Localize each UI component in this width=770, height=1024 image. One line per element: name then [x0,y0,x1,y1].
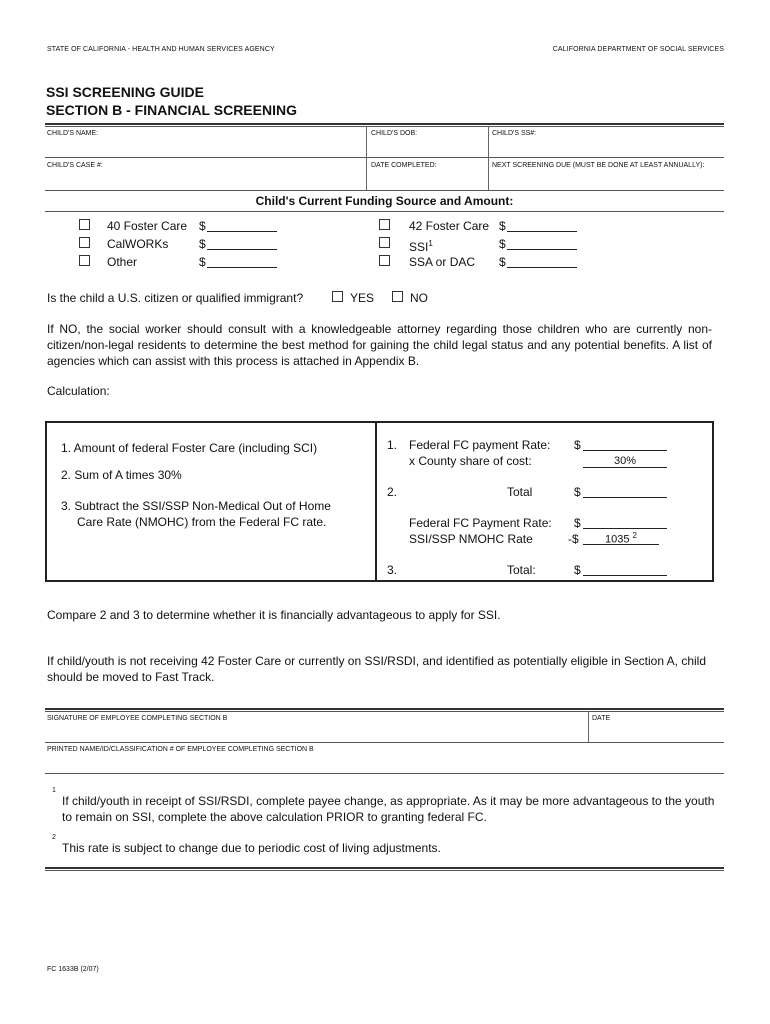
calc-item-3b: Care Rate (NMOHC) from the Federal FC rate. [77,515,327,529]
calworks-label: CalWORKs [107,237,169,251]
foster-care-40-amount[interactable] [207,219,277,232]
case-number-field[interactable] [45,170,363,188]
next-screening-field[interactable] [490,170,722,188]
signature-field[interactable] [45,724,585,741]
childs-dob-label: CHILD'S DOB: [371,130,418,137]
dollar-sign: $ [574,485,581,499]
calc-item-1: 1. Amount of federal Foster Care (including SCI) [61,441,318,455]
page-title: SSI SCREENING GUIDE [46,84,204,100]
total2-label: Total: [507,563,536,577]
childs-name-label: CHILD'S NAME: [47,130,99,137]
fed-fc-rate2-label: Federal FC Payment Rate: [409,516,552,530]
ssa-dac-label: SSA or DAC [409,255,476,269]
ssa-dac-amount[interactable] [507,255,577,268]
calc-item-2: 2. Sum of A times 30% [61,468,182,482]
footnote-2: This rate is subject to change due to periodic cost of living adjustments. [62,841,441,855]
calworks-amount[interactable] [207,237,277,250]
other-amount[interactable] [207,255,277,268]
ssa-dac-checkbox[interactable] [379,255,390,266]
dollar-sign: $ [574,438,581,452]
printed-name-field[interactable] [45,755,722,772]
foster-care-42-checkbox[interactable] [379,219,390,230]
date-label: DATE [592,715,611,722]
if-no-paragraph: If NO, the social worker should consult with a knowledgeable attorney regarding those children who are currently non-citizen/non-legal residents to determine the best method for gaining the child legal status and any potential benefits. A list of agencies which can assist with this process is attached in Appendix B. [47,322,712,368]
citizen-no-checkbox[interactable] [392,291,403,302]
calculation-label: Calculation: [47,384,110,398]
fed-fc-rate2-amount[interactable] [583,516,667,529]
dollar-sign: $ [499,219,506,233]
next-screening-label: NEXT SCREENING DUE (MUST BE DONE AT LEAST ANNUALLY): [492,162,705,169]
dollar-sign: $ [199,219,206,233]
funding-heading: Child's Current Funding Source and Amount: [255,194,514,208]
fed-fc-rate-label: Federal FC payment Rate: [409,438,551,452]
nmohc-footnote-mark: 2 [632,531,637,540]
citizen-question: Is the child a U.S. citizen or qualified immigrant? [47,291,304,305]
signature-label: SIGNATURE OF EMPLOYEE COMPLETING SECTION B [47,715,228,722]
calc-n3: 3. [387,563,398,577]
foster-care-42-label: 42 Foster Care [409,219,490,233]
printed-name-label: PRINTED NAME/ID/CLASSIFICATION # OF EMPLOYEE COMPLETING SECTION B [47,746,314,753]
citizen-yes-checkbox[interactable] [332,291,343,302]
other-checkbox[interactable] [79,255,90,266]
childs-dob-field[interactable] [368,138,486,156]
dollar-sign: $ [199,255,206,269]
childs-ss-label: CHILD'S SS#: [492,130,537,137]
fed-fc-rate-amount[interactable] [583,438,667,451]
calc-item-3a: 3. Subtract the SSI/SSP Non-Medical Out of Home [61,499,331,513]
citizen-no-label: NO [410,291,428,305]
footnote-1: If child/youth in receipt of SSI/RSDI, complete payee change, as appropriate. As it may be more advantageous to the youth to remain on SSI, complete the above calculation PRIOR to granting federal FC. [62,794,715,824]
ssi-amount[interactable] [507,237,577,250]
form-number: FC 1633B (2/07) [47,966,99,973]
childs-name-field[interactable] [45,138,363,156]
ssi-footnote-mark: 1 [428,239,433,248]
citizen-yes-label: YES [350,291,375,305]
foster-care-40-checkbox[interactable] [79,219,90,230]
childs-ss-field[interactable] [490,138,722,156]
nmohc-label: SSI/SSP NMOHC Rate [409,532,533,546]
calworks-checkbox[interactable] [79,237,90,248]
foster-care-42-amount[interactable] [507,219,577,232]
date-field[interactable] [590,724,722,741]
county-share-label: x County share of cost: [409,454,532,468]
date-completed-field[interactable] [368,170,486,188]
nmohc-prefix: -$ [568,532,579,546]
nmohc-value: 1035 $^2$ [583,531,659,545]
dollar-sign: $ [499,237,506,251]
agency-right: CALIFORNIA DEPARTMENT OF SOCIAL SERVICES [552,46,724,53]
total-amount[interactable] [583,485,667,498]
total2-amount[interactable] [583,563,667,576]
dollar-sign: $ [574,516,581,530]
date-completed-label: DATE COMPLETED: [371,162,437,169]
county-share-value: 30% [583,455,667,468]
case-number-label: CHILD'S CASE #: [47,162,103,169]
ssi-label: SSI$^1$ [409,239,433,254]
calc-n2: 2. [387,485,398,499]
page-subtitle: SECTION B - FINANCIAL SCREENING [46,102,297,118]
ssi-checkbox[interactable] [379,237,390,248]
footnote-2-mark: 2 [52,834,56,841]
other-label: Other [107,255,138,269]
agency-left: STATE OF CALIFORNIA - HEALTH AND HUMAN SERVICES AGENCY [47,46,275,53]
foster-care-40-label: 40 Foster Care [107,219,188,233]
dollar-sign: $ [499,255,506,269]
dollar-sign: $ [199,237,206,251]
fast-track-text: If child/youth is not receiving 42 Foster Care or currently on SSI/RSDI, and identified as potentially eligible in Section A, child should be moved to Fast Track. [47,654,707,684]
dollar-sign: $ [574,563,581,577]
total-label: Total [507,485,533,499]
calc-n1: 1. [387,438,398,452]
footnote-1-mark: 1 [52,787,56,794]
compare-text: Compare 2 and 3 to determine whether it is financially advantageous to apply for SSI. [47,608,501,622]
